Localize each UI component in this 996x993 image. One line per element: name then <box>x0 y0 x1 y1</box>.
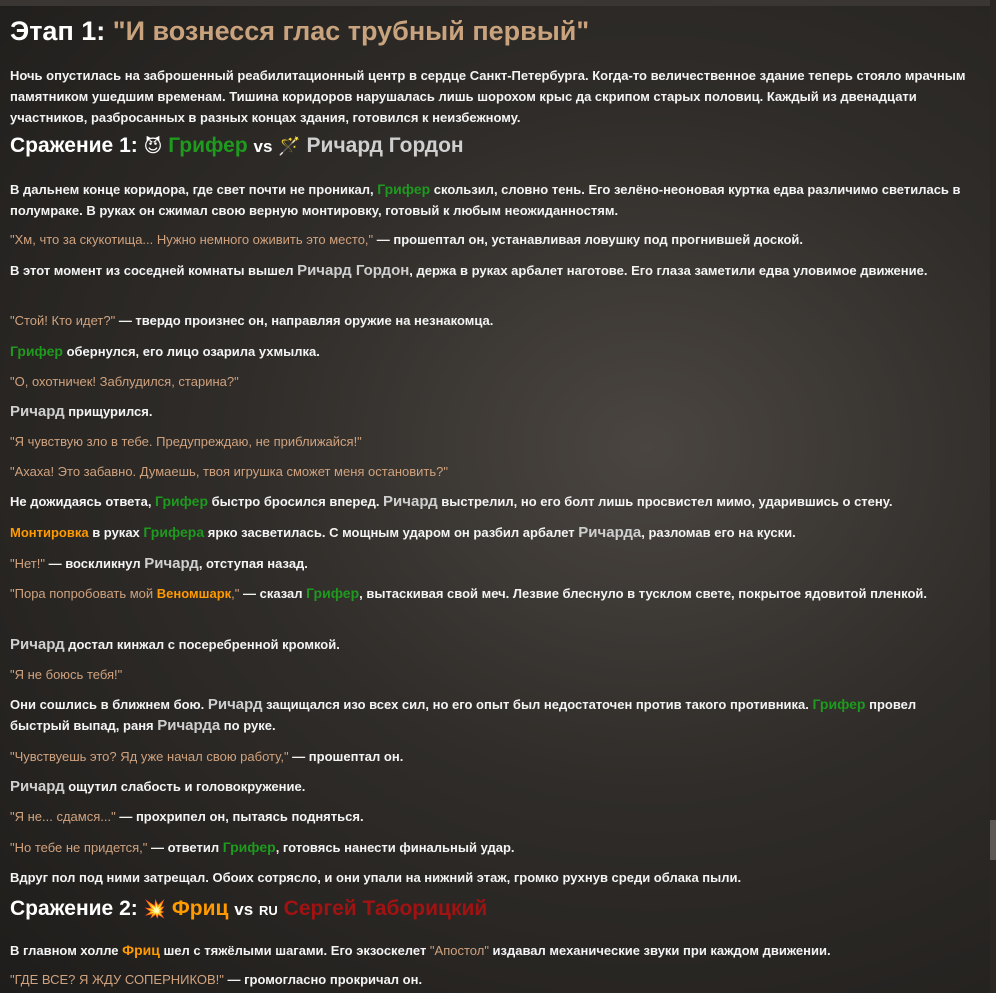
story-line: Монтировка в руках Грифера ярко засветилась. С мощным ударом он разбил арбалет Ричарда, разломав его на куски. <box>10 524 796 541</box>
story-line: В дальнем конце коридора, где свет почти не проникал, Грифер скользил, словно тень. Его зелёно-неоновая куртка едва различимо светилась в полумраке. В руках он сжимал свою верную монтировку, готовый к любым неожиданностям. <box>10 181 961 218</box>
scroll-thumb[interactable] <box>990 820 996 860</box>
story-line: "Стой! Кто идет?" — твердо произнес он, направляя оружие на незнакомца. <box>10 313 494 328</box>
story-line: "Ахаха! Это забавно. Думаешь, твоя игрушка сможет меня остановить?" <box>10 464 448 479</box>
story-line: В этот момент из соседней комнаты вышел Ричард Гордон, держа в руках арбалет наготове. Его глаза заметили едва уловимое движение. <box>10 262 928 279</box>
battle1-heading: Сражение 1: 😈 Грифер vs 🪄 Ричард Гордон <box>10 134 464 157</box>
fighter-grifer: Грифер <box>168 134 248 157</box>
story-line: "Нет!" — воскликнул Ричард, отступая назад. <box>10 555 308 572</box>
fighter-richard: Ричард Гордон <box>306 134 464 157</box>
story-line: "Чувствуешь это? Яд уже начал свою работу," — прошептал он. <box>10 749 404 764</box>
story-line: "Хм, что за скукотища... Нужно немного оживить это место," — прошептал он, устанавливая ловушку под прогнившей доской. <box>10 232 804 247</box>
scrollbar[interactable] <box>990 0 996 993</box>
story-line: "Я не боюсь тебя!" <box>10 667 123 682</box>
explosion-icon: 💥 <box>143 899 167 919</box>
story-line: В главном холле Фриц шел с тяжёлыми шагами. Его экзоскелет "Апостол" издавал механические звуки при каждом движении. <box>10 942 831 958</box>
ru-flag-icon: RU <box>259 903 278 918</box>
story-line: Грифер обернулся, его лицо озарила ухмылка. <box>10 343 320 359</box>
wand-icon: 🪄 <box>278 136 301 156</box>
story-line: "Пора попробовать мой Веномшарк," — сказал Грифер, вытаскивая свой меч. Лезвие блеснуло в тусклом свете, покрытое ядовитой пленкой. <box>10 585 928 601</box>
devil-icon: 😈 <box>143 136 163 156</box>
story-line: Они сошлись в ближнем бою. Ричард защищался изо всех сил, но его опыт был недостаточен против такого противника. Грифер провел быстрый выпад, раня Ричарда по руке. <box>10 696 917 734</box>
story-line: Не дожидаясь ответа, Грифер быстро бросился вперед. Ричард выстрелил, но его болт лишь просвистел мимо, ударившись о стену. <box>10 493 893 510</box>
story-line: Ричард достал кинжал с посеребренной кромкой. <box>10 636 340 653</box>
story-line: Ричард прищурился. <box>10 403 153 420</box>
story-line: Ричард ощутил слабость и головокружение. <box>10 778 306 795</box>
intro-paragraph: Ночь опустилась на заброшенный реабилитационный центр в сердце Санкт-Петербурга. Когда-то величественное здание теперь стояло мрачным памятником ушедшим временам. Тишина коридоров нарушалась лишь шорохом крыс да скрипом старых половиц. Каждый из двенадцати участников, разбросанных в разных концах здания, готовился к неизбежному. <box>10 68 966 125</box>
story-line: "Но тебе не придется," — ответил Грифер, готовясь нанести финальный удар. <box>10 839 515 855</box>
story-line: "О, охотничек! Заблудился, старина?" <box>10 374 239 389</box>
battle2-heading: Сражение 2: 💥 Фриц vs RU Сергей Таборицкий <box>10 897 488 920</box>
story-line: "ГДЕ ВСЕ? Я ЖДУ СОПЕРНИКОВ!" — громогласно прокричал он. <box>10 972 423 987</box>
story-line: "Я не... сдамся..." — прохрипел он, пытаясь подняться. <box>10 809 364 824</box>
story-line: Вдруг пол под ними затрещал. Обоих сотрясло, и они упали на нижний этаж, громко рухнув среди облака пыли. <box>10 870 742 885</box>
top-strip <box>0 0 996 6</box>
story-line: "Я чувствую зло в тебе. Предупреждаю, не приближайся!" <box>10 434 362 449</box>
fighter-sergey: Сергей Таборицкий <box>283 897 488 920</box>
fighter-fritz: Фриц <box>171 897 229 920</box>
stage-title: Этап 1: "И вознесся глас трубный первый" <box>10 16 590 46</box>
